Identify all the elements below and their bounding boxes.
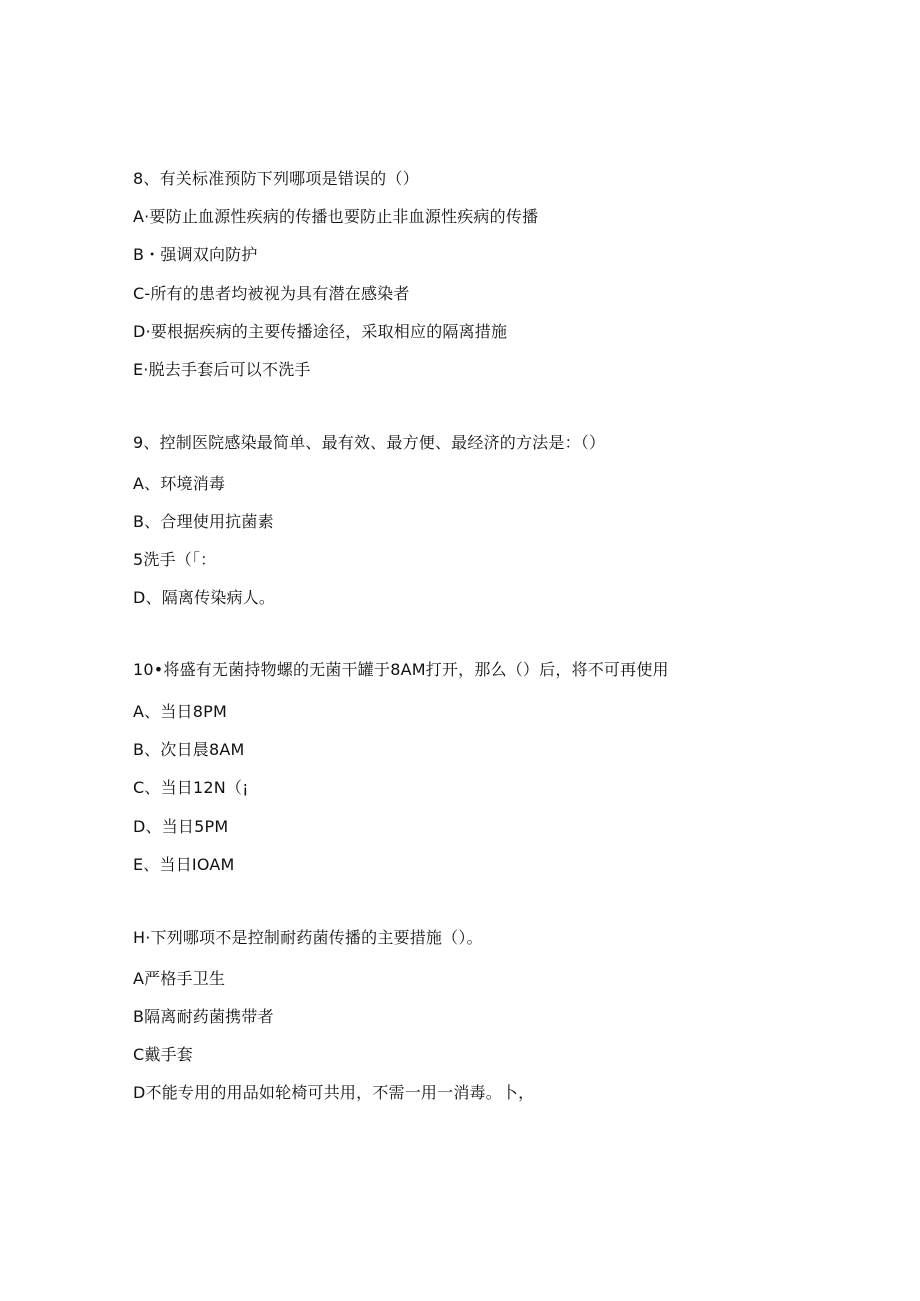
option-9d: D、隔离传染病人。 (133, 588, 276, 607)
question-10: 10•将盛有无菌持物螺的无菌干罐于8AM打开，那么（）后，将不可再使用 (133, 660, 669, 679)
option-10a: A、当日8PM (133, 702, 227, 721)
option-10d: D、当日5PM (133, 817, 229, 836)
option-11a: A严格手卫生 (133, 969, 226, 988)
question-8: 8、有关标准预防下列哪项是错误的（） (133, 169, 419, 188)
question-11: H·下列哪项不是控制耐药菌传播的主要措施（）。 (133, 928, 483, 947)
option-11b: B隔离耐药菌携带者 (133, 1007, 274, 1026)
option-10b: B、次日晨8AM (133, 740, 245, 759)
question-9: 9、控制医院感染最简单、最有效、最方便、最经济的方法是：（） (133, 433, 606, 452)
option-9c: 5洗手（「： (133, 550, 217, 569)
option-8c: C-所有的患者均被视为具有潜在感染者 (133, 284, 410, 303)
option-10e: E、当日IOAM (133, 855, 235, 874)
option-10c: C、当日12N（¡ (133, 778, 249, 797)
option-8b: B・强调双向防护 (133, 245, 258, 264)
option-9a: A、环境消毒 (133, 474, 226, 493)
option-8a: A·要防止血源性疾病的传播也要防止非血源性疾病的传播 (133, 207, 539, 226)
option-11c: C戴手套 (133, 1045, 193, 1064)
option-8d: D·要根据疾病的主要传播途径，采取相应的隔离措施 (133, 322, 508, 341)
option-11d: D不能专用的用品如轮椅可共用，不需一用一消毒。卜， (133, 1083, 535, 1102)
option-9b: B、合理使用抗菌素 (133, 512, 274, 531)
option-8e: E·脱去手套后可以不洗手 (133, 360, 311, 379)
